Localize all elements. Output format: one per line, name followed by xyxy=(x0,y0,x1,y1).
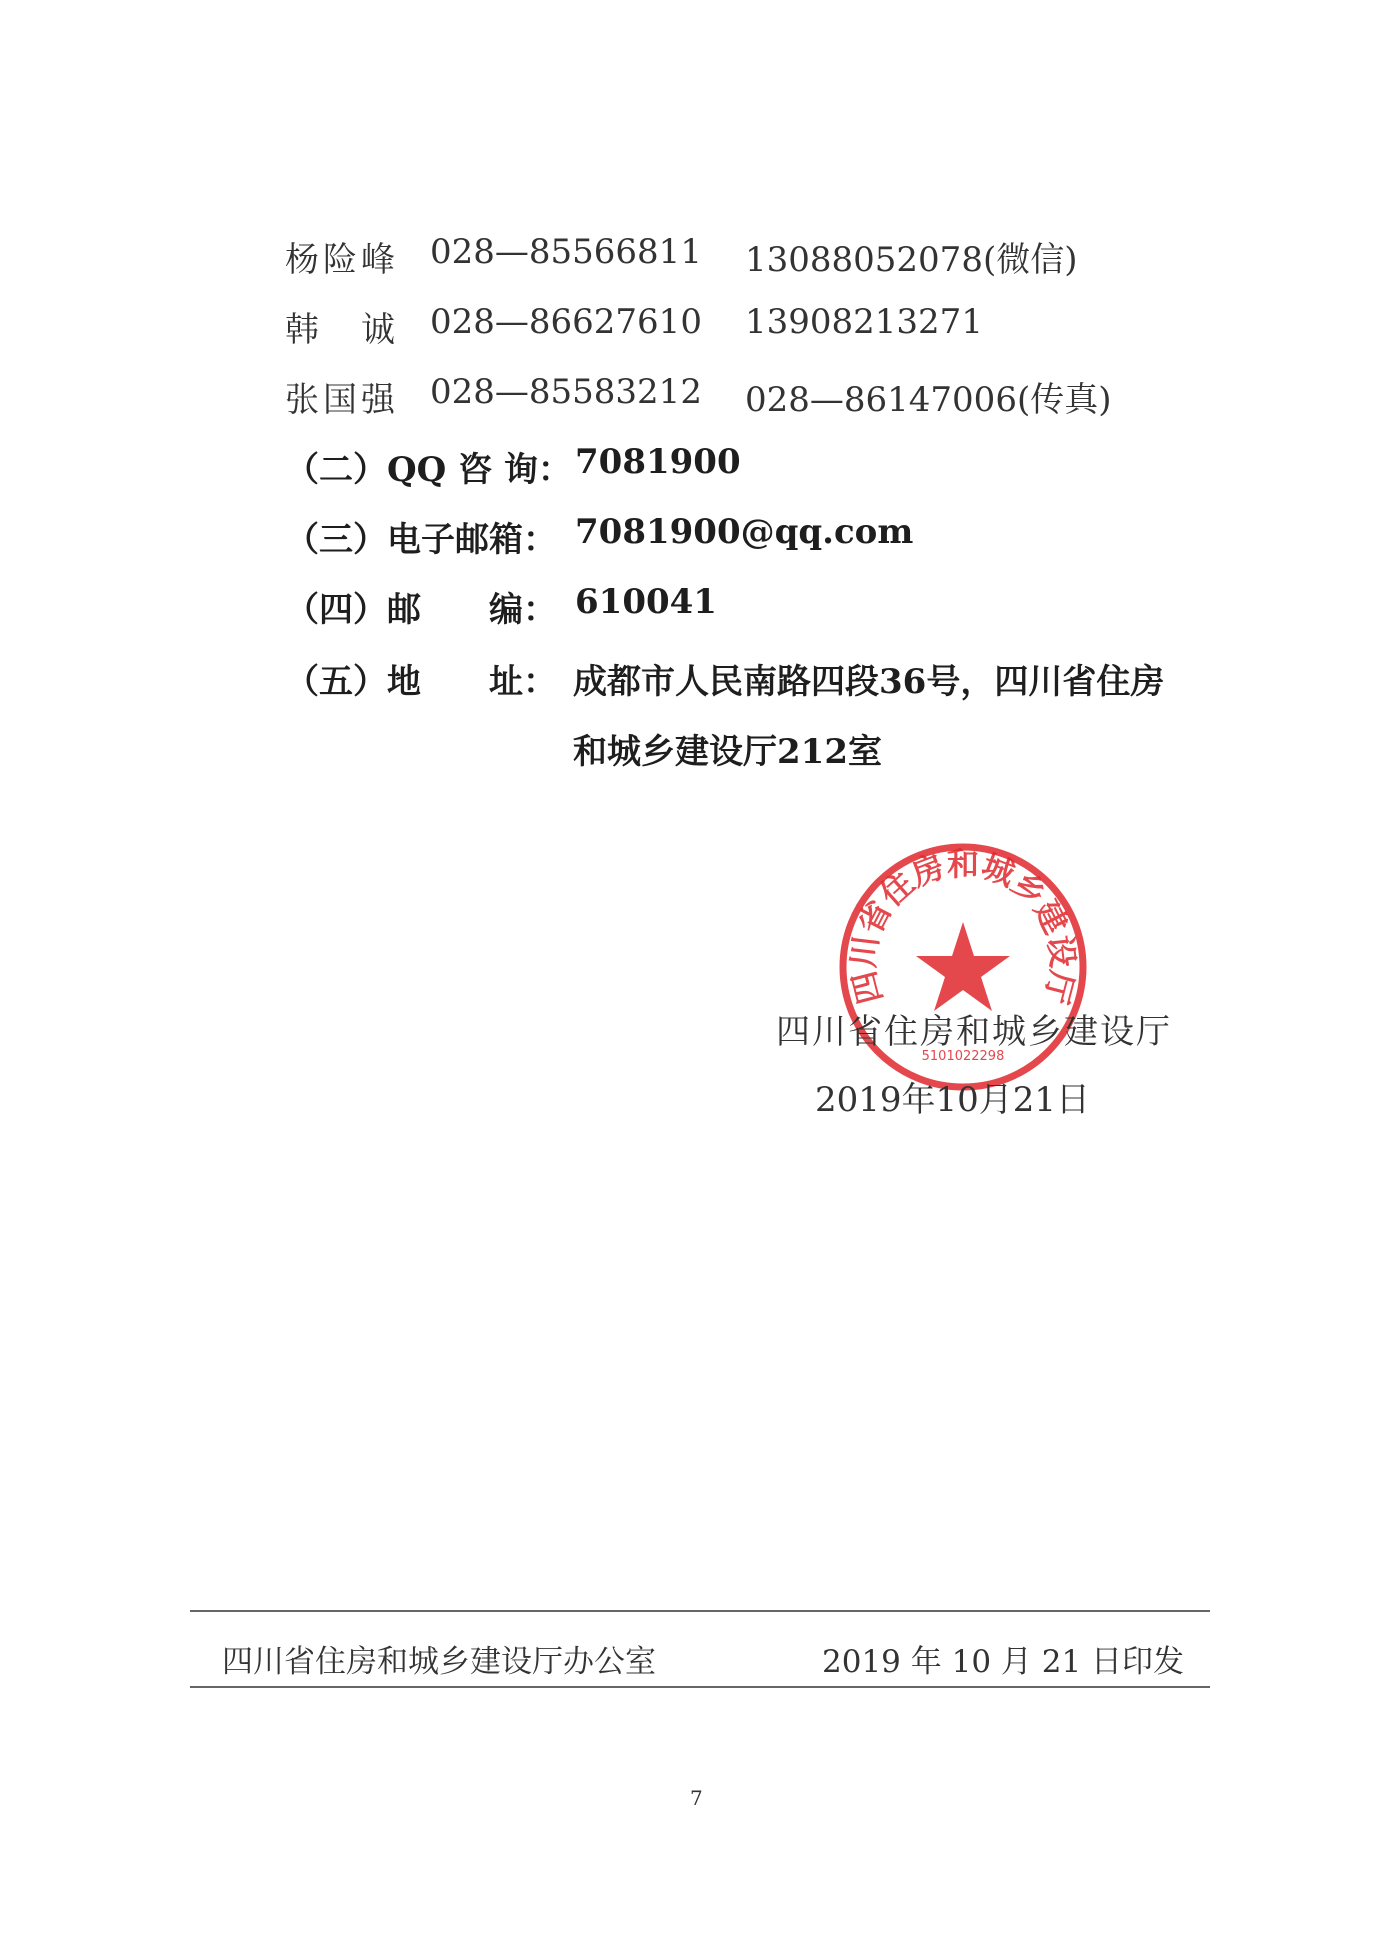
postcode-label: （四）邮 编： xyxy=(285,590,557,630)
contact-name: 韩 诚 xyxy=(285,310,399,350)
page-number: 7 xyxy=(690,1786,703,1810)
email-value: 7081900@qq.com xyxy=(575,512,914,552)
contact-name: 张国强 xyxy=(285,380,399,420)
contact-extra: 028—86147006(传真) xyxy=(745,380,1112,420)
contact-extra: 13908213271 xyxy=(745,302,983,342)
email-label: （三）电子邮箱： xyxy=(285,520,557,560)
address-line xyxy=(285,654,1165,703)
signature-date: 2019年10月21日 xyxy=(815,1080,1091,1120)
contact-phone: 028—86627610 xyxy=(430,302,702,342)
signature-org: 四川省住房和城乡建设厅 xyxy=(776,1012,1172,1052)
svg-text:5101022298: 5101022298 xyxy=(921,1049,1005,1064)
official-seal xyxy=(838,842,1088,1092)
qq-line xyxy=(285,442,741,491)
contact-name: 杨险峰 xyxy=(285,240,399,280)
qq-label: （二）QQ 咨 询： xyxy=(285,450,572,490)
address-value: 成都市人民南路四段36号，四川省住房 xyxy=(573,662,1165,702)
contact-extra: 13088052078(微信) xyxy=(745,240,1078,280)
qq-value: 7081900 xyxy=(575,442,741,482)
footer-issuer: 四川省住房和城乡建设厅办公室 xyxy=(222,1644,656,1680)
postcode-value: 610041 xyxy=(575,582,717,622)
contact-phone: 028—85566811 xyxy=(430,232,702,272)
footer-bottom-rule xyxy=(190,1686,1210,1688)
svg-text:四川省住房和城乡建设厅: 四川省住房和城乡建设厅 xyxy=(843,844,1083,1008)
footer-issue-date: 2019 年 10 月 21 日印发 xyxy=(822,1644,1185,1680)
email-line xyxy=(285,512,914,561)
contact-phone: 028—85583212 xyxy=(430,372,702,412)
footer-top-rule xyxy=(190,1610,1210,1612)
postcode-line xyxy=(285,582,717,631)
address-continuation: 和城乡建设厅212室 xyxy=(573,732,882,772)
address-label: （五）地 址： xyxy=(285,662,557,702)
